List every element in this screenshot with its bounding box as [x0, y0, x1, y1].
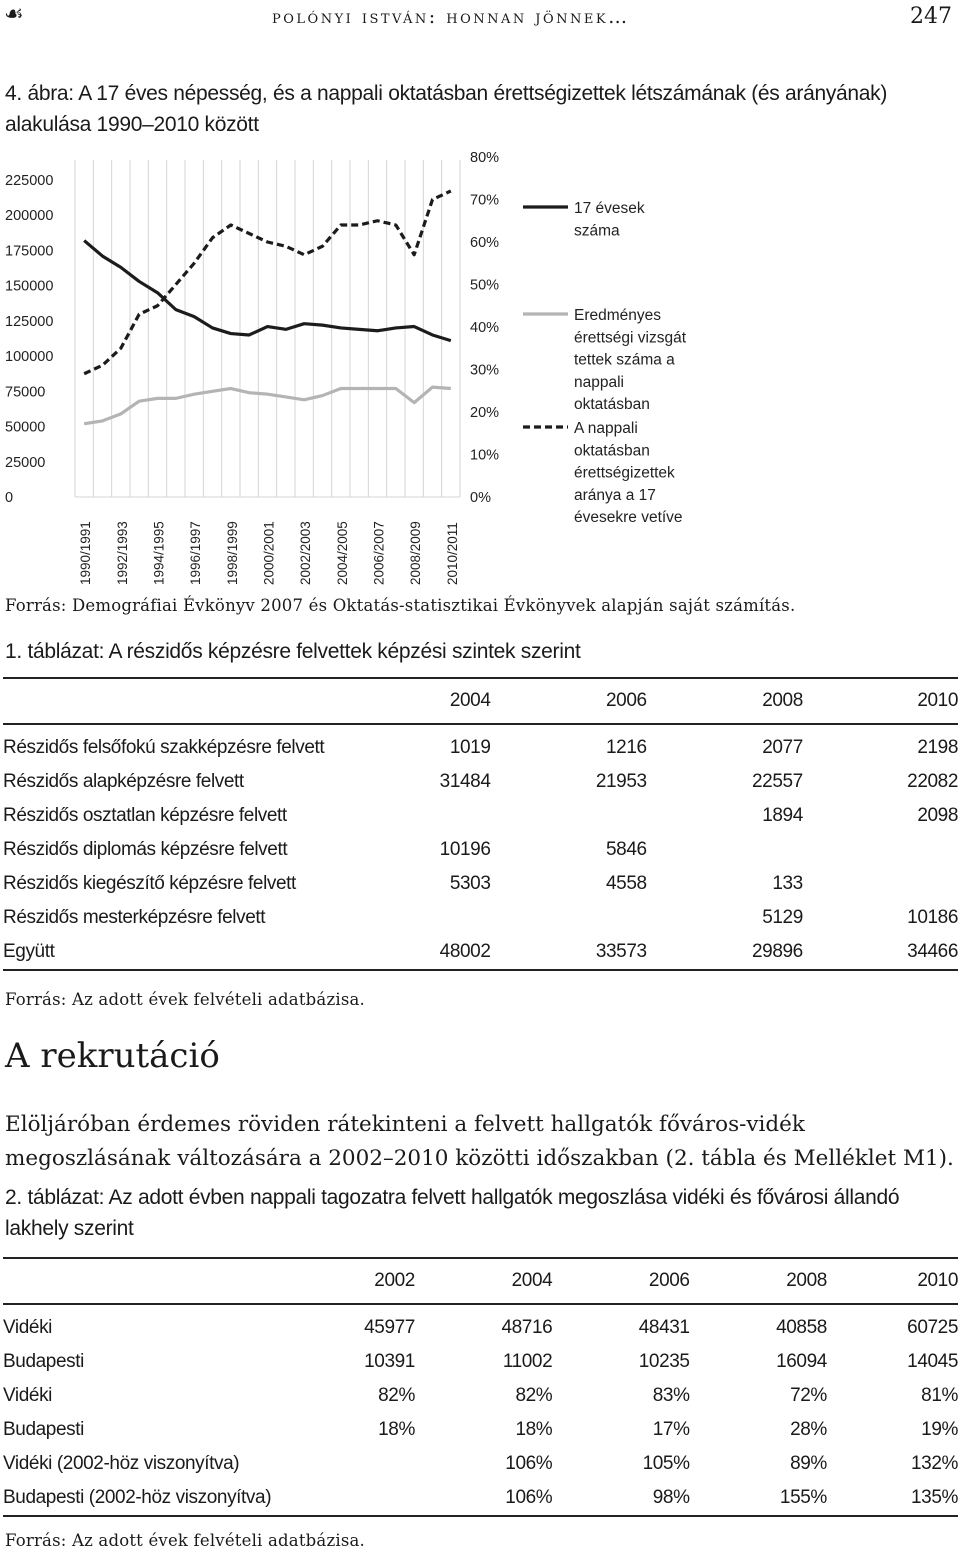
table-cell: 11002	[502, 1351, 553, 1372]
table-cell: 5846	[606, 839, 647, 860]
table-row	[3, 1481, 958, 1516]
x-tick-label: 2002/2003	[298, 521, 314, 585]
table-cell: 40858	[776, 1317, 827, 1338]
y-right-tick-label: 60%	[470, 235, 500, 251]
table-cell	[491, 799, 647, 833]
table-cell: 1894	[762, 805, 803, 826]
table-cell: 45977	[364, 1317, 415, 1338]
table1-caption: 1. táblázat: A részidős képzésre felvettek képzési szintek szerint	[5, 640, 581, 663]
legend-label: érettségizettek	[574, 464, 675, 482]
table-cell: 10186	[907, 907, 958, 928]
row-label: Vidéki (2002-höz viszonyítva)	[3, 1453, 240, 1474]
table-cell: 135%	[827, 1481, 958, 1516]
table-row	[3, 765, 958, 799]
table-cell: 132%	[911, 1453, 958, 1474]
table2	[3, 1257, 958, 1517]
x-tick-label: 1992/1993	[114, 521, 130, 585]
table-cell: 19%	[921, 1419, 958, 1440]
y-right-tick-label: 80%	[470, 150, 500, 166]
table-cell: 2077	[762, 737, 803, 758]
y-left-tick-label: 100000	[5, 349, 54, 366]
table-cell: 2198	[917, 737, 958, 758]
table-cell	[647, 833, 803, 867]
table-cell: 106%	[415, 1481, 552, 1516]
row-label: Részidős mesterképzésre felvett	[3, 907, 266, 928]
table-row	[3, 1413, 958, 1447]
table-cell: 10196	[439, 839, 491, 860]
column-header-year: 2006	[552, 1258, 689, 1304]
table-cell: 48431	[638, 1317, 690, 1338]
table-row	[3, 833, 958, 867]
ornament-icon: ☙	[4, 2, 24, 27]
table-cell: 18%	[378, 1419, 415, 1440]
table-cell: 5129	[762, 907, 803, 928]
table-row	[3, 1379, 958, 1413]
legend-label: oktatásban	[574, 396, 650, 414]
table-cell: 133	[772, 873, 803, 894]
x-tick-label: 2010/2011	[444, 522, 460, 585]
x-tick-label: 1998/1999	[224, 521, 240, 585]
y-left-tick-label: 50000	[5, 419, 46, 436]
table-cell: 10391	[364, 1351, 415, 1372]
row-label: Budapesti	[3, 1351, 84, 1372]
column-header-label	[3, 1258, 354, 1304]
table-cell: 14045	[907, 1351, 958, 1372]
column-header-label	[3, 678, 430, 724]
y-left-tick-label: 175000	[5, 243, 54, 260]
y-right-tick-label: 10%	[470, 447, 500, 464]
column-header-year: 2008	[647, 678, 803, 724]
row-label: Együtt	[3, 935, 430, 970]
table-cell: 83%	[652, 1385, 690, 1406]
table-header-row	[3, 678, 958, 724]
table-cell: 4558	[606, 873, 647, 894]
legend-label: évesekre vetíve	[574, 509, 683, 527]
table-cell	[430, 799, 490, 833]
row-label: Részidős kiegészítő képzésre felvett	[3, 873, 296, 894]
x-tick-label: 1990/1991	[78, 521, 94, 585]
table-cell	[491, 901, 647, 935]
y-right-tick-label: 0%	[470, 490, 491, 506]
section-heading: A rekrutáció	[5, 1036, 220, 1076]
table2-caption: 2. táblázat: Az adott évben nappali tagozatra felvett hallgatók megoszlása vidéki és fővárosi állandó lakhely szerint	[5, 1186, 900, 1240]
series-line-1	[84, 387, 451, 424]
row-label: Vidéki	[3, 1385, 53, 1406]
row-label: Részidős osztatlan képzésre felvett	[3, 805, 287, 826]
table-cell: 1216	[606, 737, 647, 758]
table-cell: 17%	[652, 1419, 690, 1440]
page-number: 247	[910, 4, 952, 29]
legend-label: érettségi vizsgát	[574, 329, 686, 347]
legend-label: nappali	[574, 373, 624, 391]
y-left-tick-label: 75000	[5, 384, 46, 401]
table-cell: 10235	[638, 1351, 690, 1372]
table-cell: 33573	[491, 935, 647, 970]
x-tick-label: 2000/2001	[261, 521, 277, 585]
table-cell: 48002	[430, 935, 490, 970]
row-label: Részidős diplomás képzésre felvett	[3, 839, 288, 860]
table-cell: 1019	[449, 737, 491, 758]
table-cell: 22557	[752, 771, 803, 792]
legend-label: 17 évesek	[574, 200, 645, 217]
table-cell	[803, 833, 958, 867]
table-cell: 29896	[647, 935, 803, 970]
table-row	[3, 901, 958, 935]
row-label: Budapesti	[3, 1419, 84, 1440]
table-cell: 31484	[439, 771, 491, 792]
x-tick-label: 2006/2007	[371, 521, 387, 585]
column-header-year: 2002	[354, 1258, 415, 1304]
table-header-row	[3, 1258, 958, 1304]
table-cell: 34466	[803, 935, 958, 970]
y-left-tick-label: 0	[5, 490, 14, 506]
column-header-year: 2010	[827, 1258, 958, 1304]
table-cell	[354, 1481, 415, 1516]
y-right-tick-label: 20%	[470, 405, 500, 421]
row-label: Vidéki	[3, 1317, 53, 1338]
table1	[3, 677, 958, 971]
row-label: Részidős alapképzésre felvett	[3, 771, 244, 792]
series-line-0	[84, 241, 451, 341]
table-cell: 18%	[515, 1419, 553, 1440]
y-left-tick-label: 150000	[5, 278, 54, 295]
table-cell: 106%	[505, 1453, 553, 1474]
table-cell: 16094	[776, 1351, 827, 1372]
legend-label: száma	[574, 222, 620, 240]
table-cell: 81%	[921, 1385, 958, 1406]
column-header-year: 2004	[415, 1258, 552, 1304]
table-cell: 60725	[907, 1317, 958, 1338]
column-header-year: 2008	[690, 1258, 827, 1304]
legend-label: aránya a 17	[574, 486, 656, 504]
row-label: Részidős felsőfokú szakképzésre felvett	[3, 737, 325, 758]
table-row	[3, 1447, 958, 1481]
legend-label: oktatásban	[574, 442, 650, 460]
table-cell	[803, 867, 958, 901]
y-right-tick-label: 50%	[470, 277, 500, 294]
x-tick-label: 1996/1997	[188, 521, 204, 585]
x-tick-label: 2008/2009	[408, 521, 424, 585]
y-right-tick-label: 70%	[470, 192, 500, 209]
y-left-tick-label: 125000	[5, 313, 54, 330]
table-cell: 28%	[790, 1419, 827, 1440]
legend-label: tettek száma a	[574, 351, 675, 369]
y-left-tick-label: 225000	[5, 173, 54, 189]
x-tick-label: 1994/1995	[151, 521, 167, 585]
y-left-tick-label: 200000	[5, 208, 54, 225]
table-cell: 2098	[917, 805, 958, 826]
column-header-year: 2006	[491, 678, 647, 724]
row-label: Budapesti (2002-höz viszonyítva)	[3, 1481, 354, 1516]
y-right-tick-label: 30%	[470, 362, 500, 379]
legend-label: A nappali	[574, 420, 638, 437]
table-cell: 98%	[552, 1481, 689, 1516]
table-row	[3, 867, 958, 901]
table-cell: 72%	[790, 1385, 827, 1406]
table-row	[3, 724, 958, 765]
table-row	[3, 1345, 958, 1379]
table-row	[3, 1304, 958, 1345]
table-cell	[430, 901, 490, 935]
running-header	[0, 0, 960, 34]
column-header-year: 2010	[803, 678, 958, 724]
table-row	[3, 799, 958, 833]
line-chart	[0, 140, 960, 590]
table-cell: 48716	[501, 1317, 553, 1338]
section-paragraph: Elöljáróban érdemes röviden rátekinteni a felvett hallgatók főváros-vidék megoszlásának változására a 2002–2010 közötti időszakban (2. tábla és Melléklet M1).	[5, 1112, 954, 1171]
running-title: polónyi istván: honnan jönnek…	[272, 6, 630, 28]
y-right-tick-label: 40%	[470, 320, 500, 336]
legend-label: Eredményes	[574, 307, 662, 324]
table1-source: Forrás: Az adott évek felvételi adatbázisa.	[5, 990, 365, 1009]
table-cell: 22082	[907, 771, 958, 792]
table-cell: 21953	[595, 771, 647, 792]
column-header-year: 2004	[430, 678, 490, 724]
table-cell: 105%	[642, 1453, 690, 1474]
table2-source: Forrás: Az adott évek felvételi adatbázisa.	[5, 1531, 365, 1550]
figure-source: Forrás: Demográfiai Évkönyv 2007 és Oktatás-statisztikai Évkönyvek alapján saját számítás.	[5, 596, 796, 615]
figure-caption: 4. ábra: A 17 éves népesség, és a nappali oktatásban érettségizettek létszámának (és arányának) alakulása 1990–2010 között	[5, 82, 888, 136]
table-cell: 82%	[378, 1385, 415, 1406]
table-cell: 155%	[690, 1481, 827, 1516]
table-row	[3, 935, 958, 970]
y-left-tick-label: 25000	[5, 454, 46, 471]
table-cell: 5303	[449, 873, 491, 894]
table-cell: 89%	[790, 1453, 827, 1474]
table-cell	[354, 1447, 415, 1481]
x-tick-label: 2004/2005	[334, 521, 350, 585]
table-cell: 82%	[515, 1385, 553, 1406]
